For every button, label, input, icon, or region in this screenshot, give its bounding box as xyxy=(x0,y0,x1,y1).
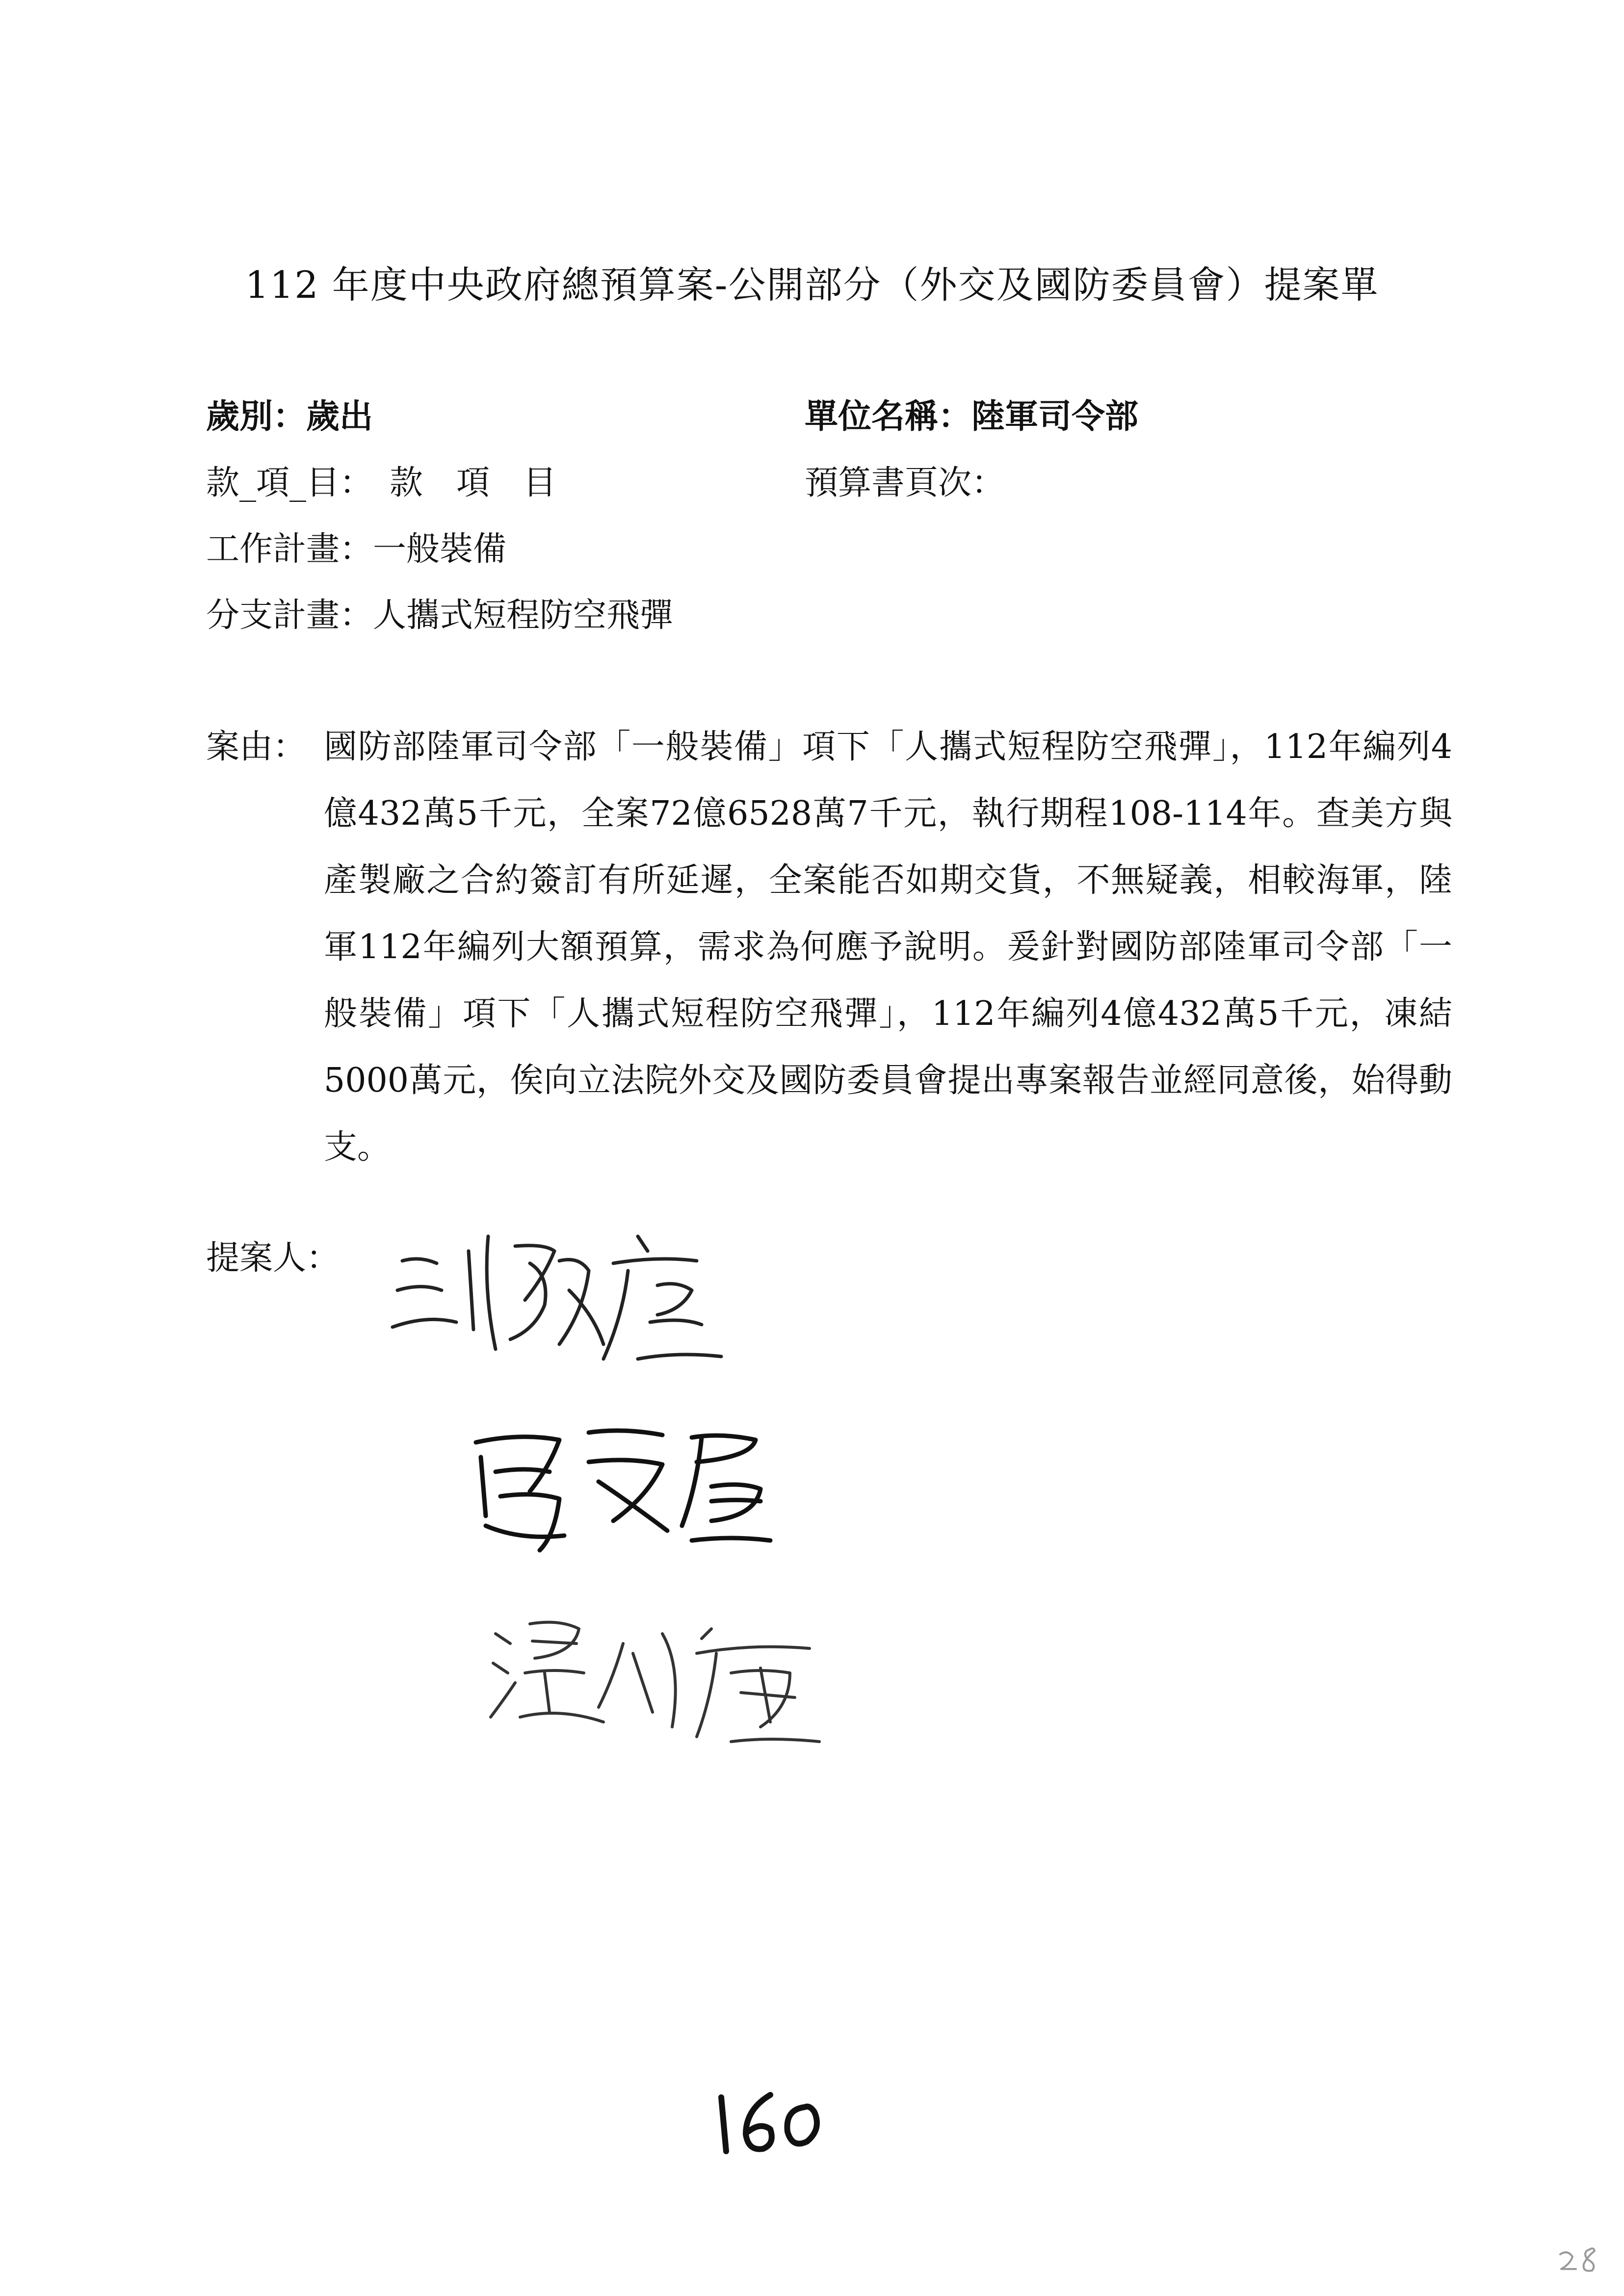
category-field: 歲別：歲出 xyxy=(206,397,373,436)
signature-3 xyxy=(486,1599,839,1761)
reason-section xyxy=(206,714,1452,1181)
proposer-label: 提案人： xyxy=(206,1239,340,1278)
signature-1 xyxy=(383,1217,775,1379)
budget-page-field: 預算書頁次： xyxy=(805,464,1005,502)
handwritten-page-number xyxy=(707,2080,834,2159)
reason-label: 案由： xyxy=(206,728,307,766)
corner-mark xyxy=(1555,2242,1604,2276)
sub-plan-field: 分支計畫：人攜式短程防空飛彈 xyxy=(206,596,674,635)
item-field: 款_項_目： 款 項 目 xyxy=(206,464,557,502)
work-plan-field: 工作計畫：一般裝備 xyxy=(206,530,507,569)
unit-field: 單位名稱：陸軍司令部 xyxy=(805,397,1139,436)
document-title: 112 年度中央政府總預算案-公開部分（外交及國防委員會）提案單 xyxy=(245,263,1379,307)
signature-2 xyxy=(466,1413,785,1575)
reason-text: 國防部陸軍司令部「一般裝備」項下「人攜式短程防空飛彈」，112年編列4億432萬5千元，全案72億6528萬7千元，執行期程108-114年。查美方與產製廠之合約簽訂有所延遲，全案能否如期交貨，不無疑義，相較海軍，陸軍112年編列大額預算，需求為何應予說明。爰針對國防部陸軍司令部「一般裝備」項下「人攜式短程防空飛彈」，112年編列4億432萬5千元，凍結5000萬元，俟向立法院外交及國防委員會提出專案報告並經同意後，始得動支。 xyxy=(324,728,1452,1167)
